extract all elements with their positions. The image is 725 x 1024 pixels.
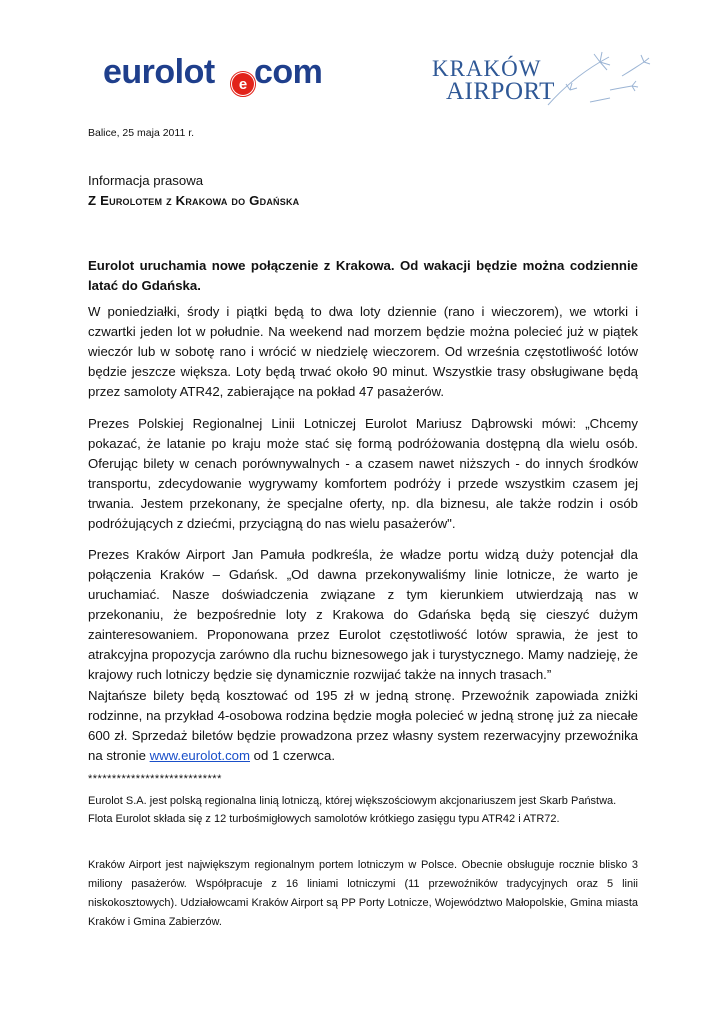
note-krakow-airport: Kraków Airport jest największym regionalnym portem lotniczym w Polsce. Obecnie obsługuje rocznie blisko 3 miliony pasażerów. Współpracuje z 16 liniami lotniczymi (11 przewoźników tradycyjnych oraz 5 linii niskokosztowych). Udziałowcami Kraków Airport są PP Porty Lotnicze, Województwo Małopolskie, Gmina miasta Kraków i Gmina Zabierzów. <box>88 859 638 928</box>
krakow-logo-line1: KRAKÓW <box>432 56 542 81</box>
document-date: Balice, 25 maja 2011 r. <box>88 127 195 139</box>
eurolot-e-badge-icon <box>229 70 257 98</box>
document-headline: Z Eurolotem z Krakowa do Gdańska <box>88 193 300 208</box>
paragraph-prices <box>88 686 638 766</box>
eurolot-logo-text: eurolot <box>103 53 215 91</box>
eurolot-website-link[interactable]: www.eurolot.com <box>149 748 250 763</box>
eurolot-logo <box>103 52 323 96</box>
separator: **************************** <box>88 773 222 785</box>
prices-text: Najtańsze bilety będą kosztować od 195 zł w jedną stronę. Przewoźnik zapowiada zniżki rodzinne, na przykład 4-osobowa rodzina będzie mogła polecieć w jedną stronę już za niecałe 600 zł. Sprzedaż biletów będzie prowadzona przez własny system rezerwacyjny przewoźnika na stronie <box>88 688 638 763</box>
prices-text-end: od 1 czerwca. <box>250 748 336 763</box>
krakow-airport-logo <box>432 50 652 112</box>
paragraph-airport-quote: Prezes Kraków Airport Jan Pamuła podkreśla, że władze portu widzą duży potencjał dla połączenia Kraków – Gdańsk. „Od dawna przekonywaliśmy linie lotnicze, że warto je uruchamiać. Nasze doświadczenia związane z tym kierunkiem utwierdzają nas w przekonaniu, że bezpośrednie loty z Krakowa do Gdańska będą się cieszyć dużym zainteresowaniem. Proponowana przez Eurolot częstotliwość lotów sprawia, że jest to atrakcyjna propozycja zarówno dla ruchu biznesowego jak i turystycznego. Mamy nadzieję, że krajowy ruch lotniczy będzie się dynamicznie rozwijać także na innych trasach.” <box>88 547 638 682</box>
krakow-logo-line2: AIRPORT <box>446 78 555 105</box>
note-eurolot: Eurolot S.A. jest polską regionalna linią lotniczą, której większościowym akcjonariuszem jest Skarb Państwa. Flota Eurolot składa się z 12 turbośmigłowych samolotów krótkiego zasięgu typu ATR42 i ATR72. <box>88 795 617 825</box>
paragraph-eurolot-quote: Prezes Polskiej Regionalnej Linii Lotniczej Eurolot Mariusz Dąbrowski mówi: „Chcemy pokazać, że latanie po kraju może stać się formą podróżowania dostępną dla wielu osób. Oferując bilety w cenach porównywalnych - a czasem nawet niższych - do innych środków transportu, zdecydowanie wygrywamy komfortem podróży i przede wszystkim czasem jej trwania. Jestem przekonany, że specjalne oferty, np. dla biznesu, ale także rodzin i osób podróżujących z dziećmi, przyciągną do nas wielu pasażerów". <box>88 416 638 531</box>
dandelion-seeds-icon <box>540 50 652 112</box>
svg-text:e: e <box>238 76 248 93</box>
lead-paragraph: Eurolot uruchamia nowe połączenie z Krakowa. Od wakacji będzie można codziennie latać do Gdańska. <box>88 258 638 293</box>
press-release-label: Informacja prasowa <box>88 173 204 188</box>
eurolot-logo-domain: com <box>254 53 323 91</box>
paragraph-schedule: W poniedziałki, środy i piątki będą to dwa loty dziennie (rano i wieczorem), we wtorki i czwartki jeden lot w południe. Na weekend nad morzem będzie można polecieć już w piątek wieczór lub w sobotę rano i wrócić w niedzielę wieczorem. Od września częstotliwość lotów będzie jeszcze większa. Loty będą trwać około 90 minut. Wszystkie trasy obsługiwane będą przez samoloty ATR42, zabierające na pokład 47 pasażerów. <box>88 304 638 399</box>
